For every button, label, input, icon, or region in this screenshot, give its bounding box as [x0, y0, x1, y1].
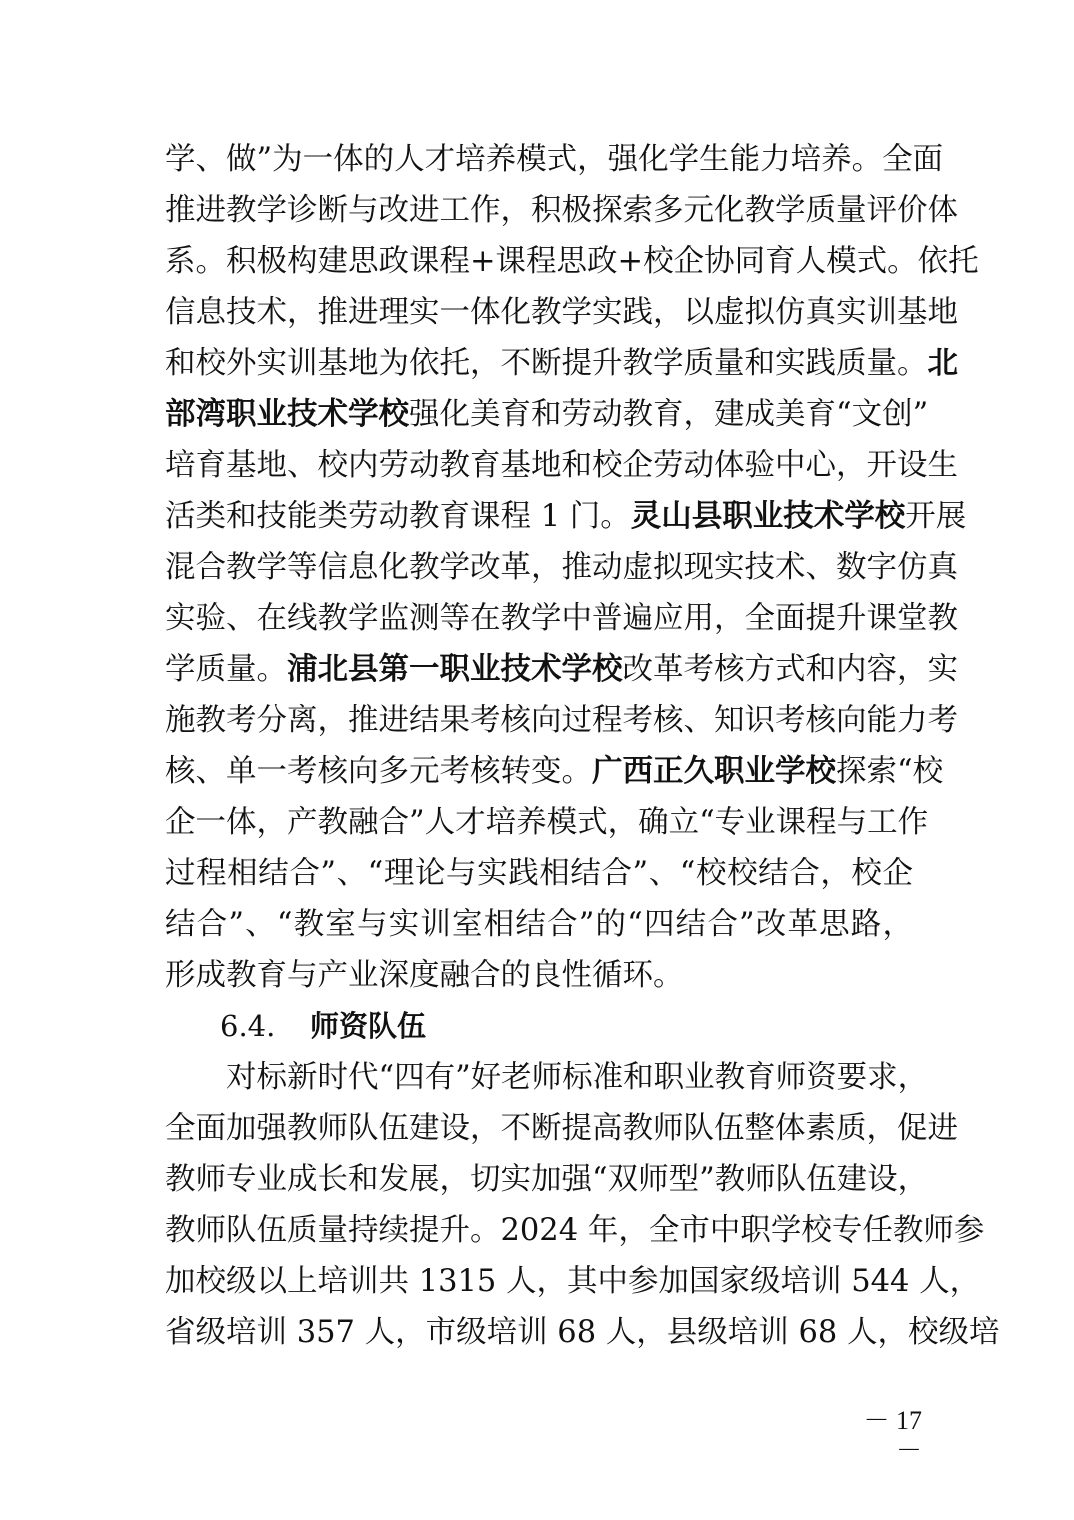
text-line: [165, 542, 958, 593]
text-line: [165, 1103, 958, 1154]
paragraph-teaching-reform: [165, 134, 979, 1001]
text-line: [165, 1256, 981, 1307]
text-segment: 强化美育和劳动教育，建成美育“文创”: [409, 397, 929, 432]
text-segment: 省级培训 357 人，市级培训 68 人，县级培训 68 人，校级培: [165, 1315, 1000, 1350]
page-number: － 17 －: [863, 1406, 922, 1465]
text-segment: 实验、在线教学监测等在教学中普遍应用，全面提升课堂教: [165, 601, 958, 636]
school-name: 北: [927, 346, 958, 381]
text-segment: 开展: [905, 499, 967, 534]
text-line: [165, 1154, 929, 1205]
text-segment: 活类和技能类劳动教育课程 1 门。: [165, 499, 631, 534]
text-segment: 施教考分离，推进结果考核向过程考核、知识考核向能力考: [165, 703, 958, 738]
section-title: 师资队伍: [310, 1009, 427, 1043]
school-name: 浦北县第一职业技术学校: [287, 652, 623, 687]
text-line: [165, 338, 958, 389]
text-segment: 学质量。: [165, 652, 287, 687]
text-segment: 混合教学等信息化教学改革，推动虚拟现实技术、数字仿真: [165, 550, 958, 585]
text-segment: 改革考核方式和内容，实: [622, 652, 958, 687]
text-line: [165, 134, 944, 185]
section-heading: [165, 1001, 913, 1052]
text-segment: 企一体，产教融合”人才培养模式，确立“专业课程与工作: [165, 805, 929, 840]
text-line: [165, 746, 944, 797]
text-segment: 形成教育与产业深度融合的良性循环。: [165, 958, 684, 993]
text-line: [165, 950, 913, 1001]
school-name: 灵山县职业技术学校: [630, 499, 906, 534]
text-line: [165, 1307, 1000, 1358]
text-segment: 结合”、“教室与实训室相结合”的“四结合”改革思路，: [165, 907, 913, 942]
text-segment: 探索“校: [836, 754, 944, 789]
section-number: 6.4.: [220, 1009, 276, 1043]
text-segment: 加校级以上培训共 1315 人，其中参加国家级培训 544 人，: [165, 1264, 981, 1299]
paragraph-teaching-staff: [165, 1052, 1000, 1358]
text-segment: 过程相结合”、“理论与实践相结合”、“校校结合，校企: [165, 856, 913, 891]
text-segment: 核、单一考核向多元考核转变。: [165, 754, 592, 789]
text-segment: 全面加强教师队伍建设，不断提高教师队伍整体素质，促进: [165, 1111, 958, 1146]
text-line: [165, 644, 958, 695]
text-segment: 对标新时代“四有”好老师标准和职业教育师资要求，: [226, 1060, 929, 1095]
text-line: [165, 287, 958, 338]
text-segment: 信息技术，推进理实一体化教学实践，以虚拟仿真实训基地: [165, 295, 958, 330]
text-segment: 教师专业成长和发展，切实加强“双师型”教师队伍建设，: [165, 1162, 929, 1197]
text-line: [165, 185, 958, 236]
text-segment: 学、做”为一体的人才培养模式，强化学生能力培养。全面: [165, 142, 944, 177]
text-line: [165, 389, 929, 440]
text-line: [165, 797, 929, 848]
text-line: [165, 848, 913, 899]
text-line: [165, 593, 958, 644]
text-line: [165, 695, 958, 746]
text-segment: 和校外实训基地为依托，不断提升教学质量和实践质量。: [165, 346, 928, 381]
text-line: [165, 1205, 985, 1256]
text-line: [165, 491, 967, 542]
text-segment: 培育基地、校内劳动教育基地和校企劳动体验中心，开设生: [165, 448, 958, 483]
text-line: [165, 440, 958, 491]
school-name: 广西正久职业学校: [592, 754, 836, 789]
text-segment: 教师队伍质量持续提升。2024 年，全市中职学校专任教师参: [165, 1213, 985, 1248]
text-line: [165, 236, 979, 287]
text-line: [165, 899, 913, 950]
text-line: [165, 1052, 929, 1103]
text-segment: 推进教学诊断与改进工作，积极探索多元化教学质量评价体: [165, 193, 958, 228]
text-segment: 系。积极构建思政课程+课程思政+校企协同育人模式。依托: [165, 244, 979, 279]
school-name: 部湾职业技术学校: [165, 397, 409, 432]
